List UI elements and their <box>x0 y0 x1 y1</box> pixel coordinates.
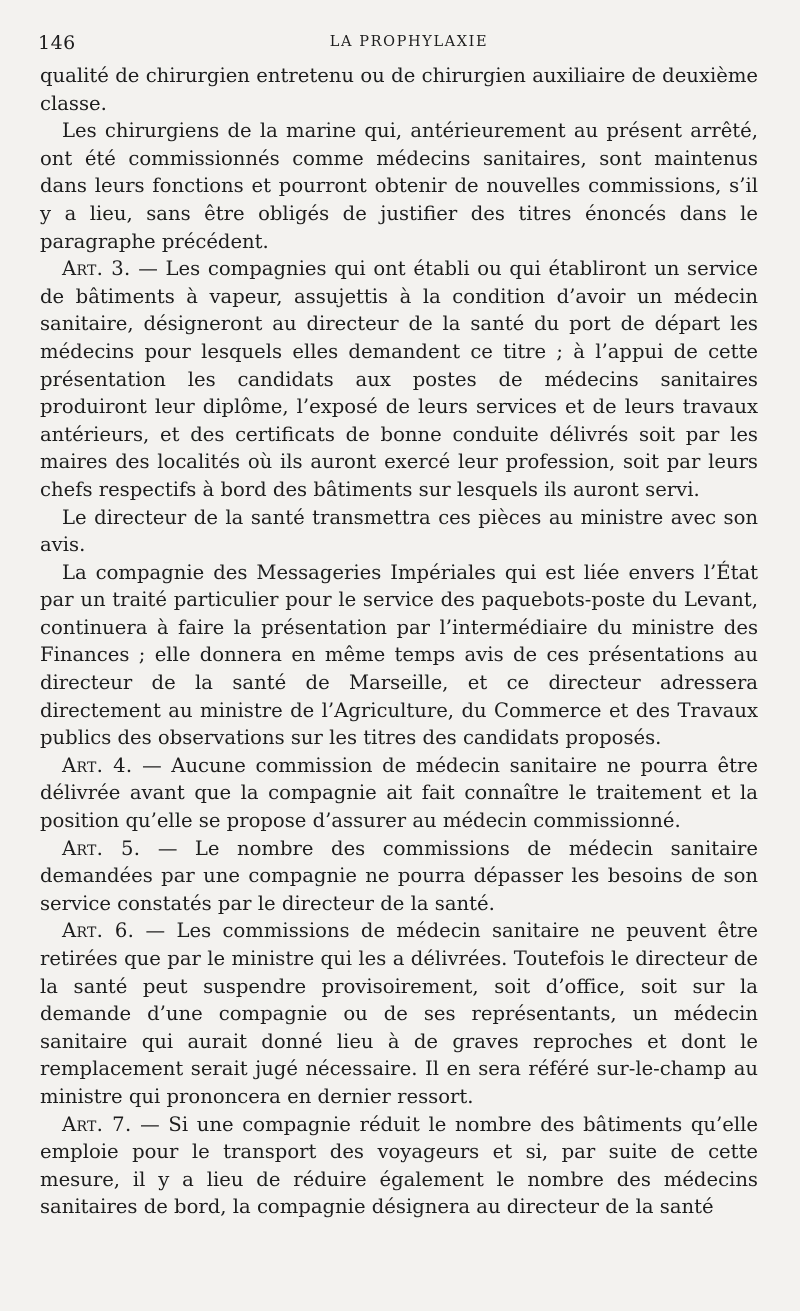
paragraph-text: — Les commissions de médecin sanitaire ne peuvent être retirées que par le ministre qui les a délivrées. Toutefois le directeur de la santé peut suspendre provisoirement, soit d’office, soit sur la demande d’une compagnie ou de ses représentants, un médecin sanitaire qui aurait donné lieu à de graves reproches et dont le remplacement serait jugé nécessaire. Il en sera référé sur-le-champ au ministre qui prononcera en dernier ressort. <box>40 919 758 1108</box>
page-number: 146 <box>38 32 76 54</box>
paragraph <box>40 559 758 752</box>
paragraph-text: — Le nombre des commissions de médecin sanitaire demandées par une compagnie ne pourra dépasser les besoins de son service constatés par le directeur de la santé. <box>40 836 758 915</box>
paragraph-text: Le directeur de la santé transmettra ces pièces au ministre avec son avis. <box>40 505 758 557</box>
paragraph <box>40 504 758 559</box>
paragraph-continuation <box>40 62 758 117</box>
paragraph-text: Les chirurgiens de la marine qui, antérieurement au présent arrêté, ont été commissionnés comme médecins sanitaires, sont maintenus dans leurs fonctions et pourront obtenir de nouvelles commissions, s’il y a lieu, sans être obligés de justifier des titres énoncés dans le paragraphe précédent. <box>40 119 758 253</box>
paragraph-text: La compagnie des Messageries Impériales qui est liée envers l’État par un traité particulier pour le service des paquebots-poste du Levant, continuera à faire la présentation par l’intermédiaire du ministre des Finances ; elle donnera en même temps avis de ces présentations au directeur de la santé de Marseille, et ce directeur adressera directement au ministre de l’Agriculture, du Commerce et des Travaux publics des observations sur les titres des candidats proposés. <box>40 560 758 750</box>
article-4 <box>40 752 758 835</box>
paragraph-text: — Aucune commission de médecin sanitaire ne pourra être délivrée avant que la compagnie ait fait connaître le traitement et la position qu’elle se propose d’assurer au médecin commissionné. <box>40 753 758 833</box>
page-header <box>40 26 758 60</box>
running-title: LA PROPHYLAXIE <box>329 34 489 50</box>
body-text <box>40 62 758 1221</box>
article-7 <box>40 1111 758 1221</box>
article-6 <box>40 917 758 1110</box>
article-number: Art. 7. <box>62 1112 132 1136</box>
paragraph <box>40 117 758 255</box>
paragraph-text: — Les compagnies qui ont établi ou qui établiront un service de bâtiments à vapeur, assujettis à la condition d’avoir un médecin sanitaire, désigneront au directeur de la santé du port de départ les médecins pour lesquels elles demandent ce titre ; à l’appui de cette présentation les candidats aux postes de médecins sanitaires produiront leur diplôme, l’exposé de leurs services et de leurs travaux antérieurs, et des certificats de bonne conduite délivrés soit par les maires des localités où ils auront exercé leur profession, soit par leurs chefs respectifs à bord des bâtiments sur lesquels ils auront servi. <box>40 257 758 501</box>
article-number: Art. 4. <box>62 753 133 777</box>
paragraph-text: — Si une compagnie réduit le nombre des bâtiments qu’elle emploie pour le transport des voyageurs et si, par suite de cette mesure, il y a lieu de réduire également le nombre des médecins sanitaires de bord, la compagnie désignera au directeur de la santé <box>40 1112 758 1219</box>
article-number: Art. 3. <box>62 257 131 281</box>
article-number: Art. 6. <box>62 919 135 943</box>
paragraph-text: qualité de chirurgien entretenu ou de chirurgien auxiliaire de deuxième classe. <box>40 64 758 115</box>
article-5 <box>40 835 758 918</box>
article-3 <box>40 255 758 503</box>
article-number: Art. 5. <box>62 836 141 860</box>
